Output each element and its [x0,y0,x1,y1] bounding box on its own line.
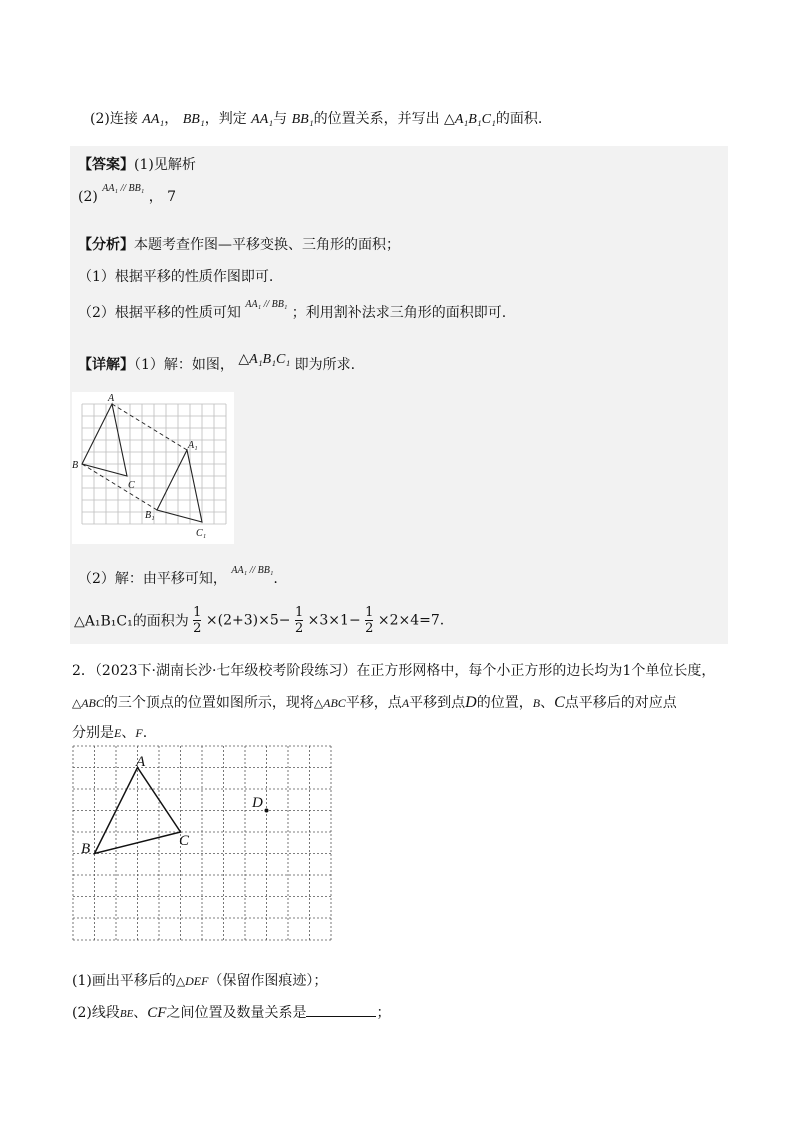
analysis-label: 【分析】 [78,237,134,253]
sq2-text-e: 之间位置及数量关系是 [166,1005,307,1021]
analysis-item2-prefix: （2）根据平移的性质可知 [78,305,241,321]
sq1-def: △DEF [175,974,209,988]
analysis-line-1 [78,234,400,254]
subquestion-1 [72,970,327,990]
area-end: . [439,612,445,629]
fig2-label-c: C [179,833,190,849]
fig1-label-a: A [108,393,115,404]
p2-text-dun: 、 [121,725,136,741]
p2-text-b: 的三个顶点的位置如图所示，现将 [103,695,314,711]
detail-line-1 [78,354,355,374]
sq1-text-c: （保留作图痕迹）； [208,973,328,989]
p2-point-c: C [554,694,565,711]
frac2-num: 1 [294,605,304,620]
problem-2-line-1: 2．（2023下·湖南长沙·七年级校考阶段练习）在正方形网格中，每个小正方形的边长均为1个单位长度， [72,663,716,679]
fig2-label-b: B [81,841,91,857]
analysis-item-1: （1）根据平移的性质作图即可. [78,269,274,285]
detail-area-line [74,606,444,635]
p2-abc-2: △ABC [313,696,346,710]
analysis-item2-suffix: ；利用割补法求三角形的面积即可. [291,305,507,321]
subquestion-2 [72,1002,390,1022]
q2-tri: △A₁B₁C₁ [444,112,496,127]
detail-part2-prefix: （2）解：由平移可知， [78,571,227,587]
p2-text-d: 平移，点 [345,695,402,711]
frac1-num: 1 [193,605,202,620]
p2-text-fenbie: 分别是 [72,725,114,741]
q2-aa1: AA₁ [142,112,165,127]
problem-2-line-3 [72,722,147,742]
fig1-label-c1: C₁ [196,528,207,539]
problem-2-line-2 [72,692,677,712]
p2-point-a: A [401,696,410,710]
sq2-text-c: 、 [133,1005,148,1021]
p2-abc-1: △ABC [72,696,104,710]
answer-label: 【答案】 [78,157,134,173]
sq2-text-f: ； [376,1005,391,1021]
answer-part1: (1)见解析 [134,157,196,173]
p2-point-f: F [135,726,143,740]
fraction-half-1 [193,606,201,635]
detail-part2-rel: AA₁ // BB₁ [231,565,274,576]
frac1-den: 2 [193,621,202,636]
answer-part2-val: ， 7 [148,189,177,205]
fig1-label-b1: B₁ [145,510,155,521]
area-expr1: ×(2+3)×5− [205,612,291,629]
fraction-half-3 [365,606,373,635]
point-d [265,809,269,813]
detail-part1-suffix: 即为所求. [294,357,356,373]
figure-1-translation [72,392,234,544]
answer-part2-rel: AA₁ // BB₁ [102,183,145,194]
p2-text-j: 、 [540,695,555,711]
answer-line-2 [78,183,177,206]
p2-point-e: E [114,726,122,740]
question-2-line [90,108,542,128]
analysis-line-2 [78,299,507,322]
detail-part2-end: . [273,571,278,587]
q2-bb1: BB₁ [182,112,205,127]
area-prefix: △A₁B₁C₁的面积为 [74,613,189,630]
fig2-label-d: D [252,795,263,811]
q2-comma: ， [164,111,179,127]
q2-aa1b: AA₁ [251,112,274,127]
q2-judge: ，判定 [204,111,247,127]
answer-line-1 [78,154,196,174]
p2-text-period: . [142,725,148,741]
q2-end: 的面积. [495,111,543,127]
analysis-item2-rel: AA₁ // BB₁ [245,299,288,310]
p2-text-h: 的位置， [476,695,533,711]
q2-mid: 的位置关系，并写出 [313,111,440,127]
figure-2-dotted-grid [73,746,331,940]
fraction-half-2 [295,606,303,635]
answer-blank[interactable] [306,1004,376,1017]
fig1-label-a1: A₁ [188,440,198,451]
p2-point-d: D [465,694,477,711]
detail-line-2 [78,565,278,588]
fig1-label-c: C [128,480,135,491]
detail-part1-tri: △A₁B₁C₁ [238,352,291,367]
answer-part2-prefix: (2) [78,189,98,205]
detail-part1-prefix: （1）解：如图， [134,357,234,373]
q2-prefix: (2)连接 [90,111,138,127]
sq2-be: BE [119,1008,134,1020]
area-expr3: ×2×4=7 [377,612,440,629]
fig2-label-a: A [136,754,146,770]
q2-and: 与 [273,111,288,127]
sq2-text-a: (2)线段 [72,1005,120,1021]
sq1-text-a: (1)画出平移后的 [72,973,176,989]
frac3-den: 2 [365,621,374,636]
p2-text-l: 点平移后的对应点 [564,695,677,711]
detail-label: 【详解】 [78,357,134,373]
p2-point-b: B [532,696,541,710]
q2-bb1b: BB₁ [291,112,314,127]
analysis-intro: 本题考查作图—平移变换、三角形的面积； [134,237,400,253]
figure-2-grid [70,744,334,944]
frac2-den: 2 [294,621,304,636]
frac3-num: 1 [365,605,374,620]
area-expr2: ×3×1− [307,612,361,629]
fig1-label-b: B [72,460,79,471]
p2-text-f: 平移到点 [409,695,466,711]
sq2-cf: CF [147,1005,167,1021]
